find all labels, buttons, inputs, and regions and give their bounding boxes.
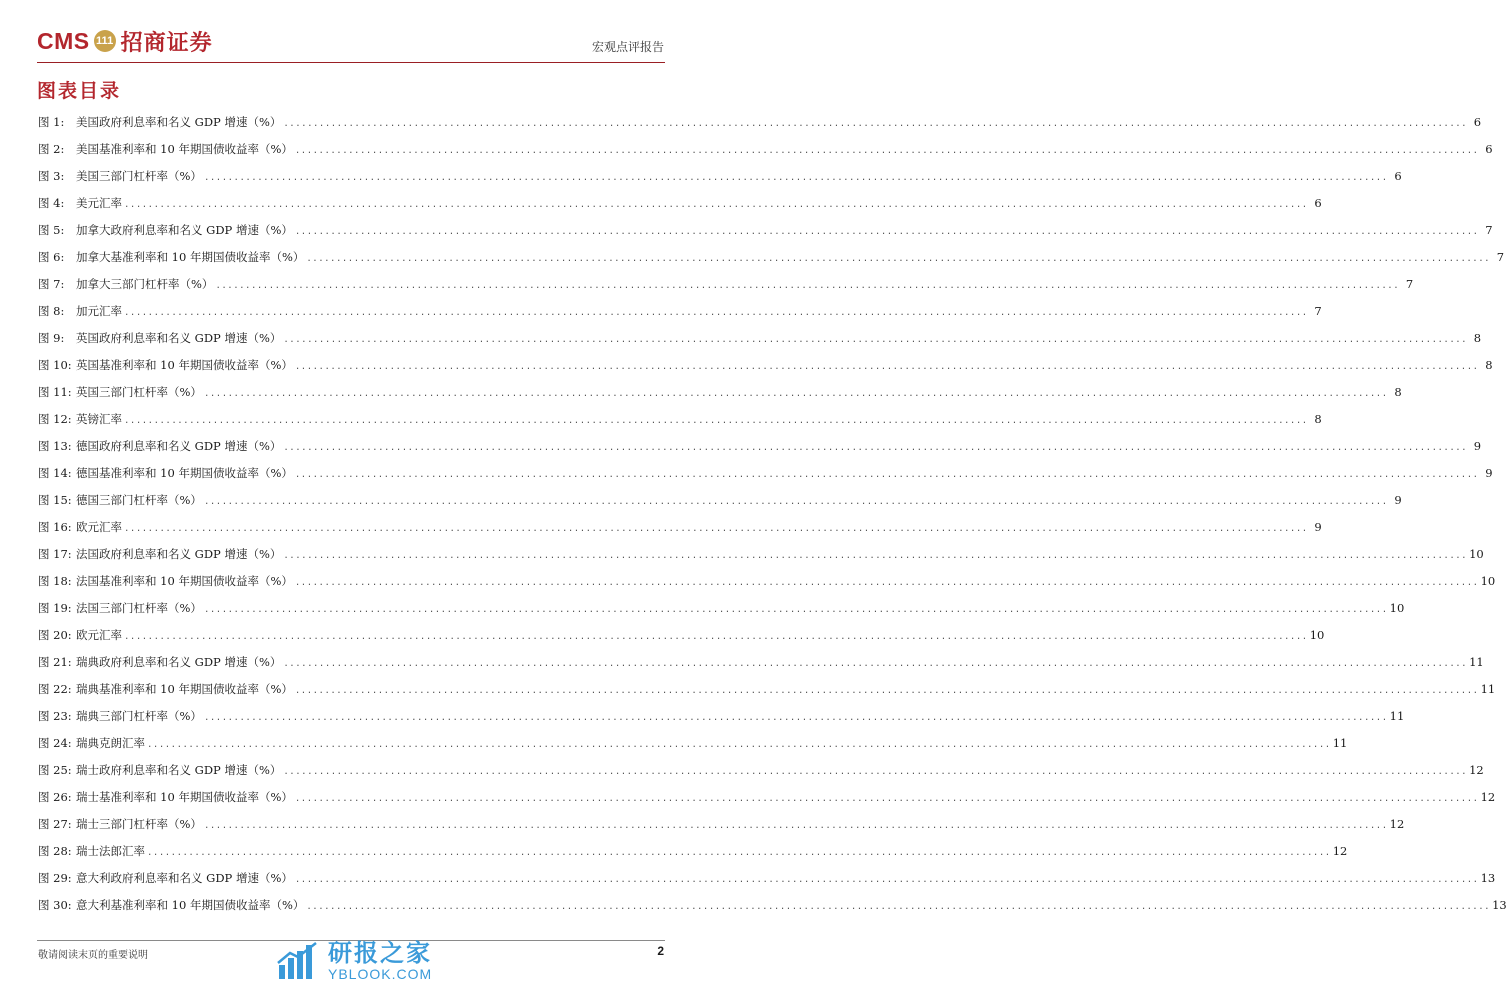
toc-item-label: 德国三部门杠杆率（%） [76,493,202,507]
toc-leader-dots: ........................................................................................................................................................................................................ [203,173,1388,183]
toc-item-number: 图 5: [38,223,65,237]
toc-item-number: 图 1: [38,115,65,129]
toc-item-label: 瑞士三部门杠杆率（%） [76,817,202,831]
toc-item-label: 瑞典三部门杠杆率（%） [76,709,202,723]
toc-item[interactable] [38,222,1493,249]
toc-item-label: 美国三部门杠杆率（%） [76,169,202,183]
toc-item[interactable] [38,762,1484,789]
toc-item-page: 7 [1314,304,1322,318]
document-type: 宏观点评报告 [591,40,664,54]
toc-item-label: 法国政府利息率和名义 GDP 增速（%） [76,547,282,561]
toc-item-label: 英国三部门杠杆率（%） [76,385,202,399]
toc-item-page: 12 [1480,790,1496,804]
toc-item[interactable] [38,681,1496,708]
toc-item[interactable] [38,600,1405,627]
toc-item-label: 英国基准利率和 10 年期国债收益率（%） [76,358,293,372]
toc-item[interactable] [38,519,1322,546]
toc-item-page: 7 [1485,223,1493,237]
toc-item-page: 7 [1496,250,1505,264]
toc-item-number: 图 7: [38,277,65,291]
toc-leader-dots: ........................................................................................................................................................................................................ [294,227,1479,237]
toc-leader-dots: ........................................................................................................................................................................................................ [294,362,1479,372]
toc-item[interactable] [38,735,1348,762]
toc-item-label: 瑞典政府利息率和名义 GDP 增速（%） [76,655,282,669]
toc-item-page: 12 [1332,844,1348,858]
toc-item-page: 6 [1473,115,1482,129]
toc-leader-dots: ........................................................................................................................................................................................................ [306,254,1491,264]
watermark-text: 研报之家 [328,939,432,967]
logo-company-name: 招商证券 [120,30,213,56]
toc-item-label: 美国基准利率和 10 年期国债收益率（%） [76,142,293,156]
toc-leader-dots: ........................................................................................................................................................................................................ [124,200,1308,210]
toc-item[interactable] [38,492,1402,519]
toc-leader-dots: ........................................................................................................................................................................................................ [294,794,1479,804]
toc-item-page: 9 [1485,466,1493,480]
logo-cms-text: CMS [37,27,90,54]
toc-item-page: 8 [1473,331,1482,345]
toc-item-number: 图 18: [38,574,72,588]
toc-item-number: 图 27: [38,817,72,831]
toc-leader-dots: ........................................................................................................................................................................................................ [283,443,1468,453]
toc-item-page: 12 [1469,763,1484,777]
toc-item-number: 图 14: [38,466,72,480]
toc-item-label: 美国政府利息率和名义 GDP 增速（%） [76,115,282,129]
toc-item[interactable] [38,465,1493,492]
toc-item[interactable] [38,654,1484,681]
toc-item-page: 11 [1389,709,1405,723]
toc-item-page: 6 [1394,169,1402,183]
toc-item-label: 瑞典基准利率和 10 年期国债收益率（%） [76,682,293,696]
toc-item[interactable] [38,627,1325,654]
toc-item-page: 10 [1480,574,1496,588]
toc-item-label: 瑞士法郎汇率 [76,844,145,858]
header-divider [37,62,665,63]
toc-item-number: 图 17: [38,547,72,561]
toc-item-number: 图 23: [38,709,72,723]
toc-item[interactable] [38,249,1505,276]
toc-item-label: 瑞士基准利率和 10 年期国债收益率（%） [76,790,293,804]
toc-item-label: 加元汇率 [76,304,122,318]
toc-item-page: 11 [1480,682,1496,696]
toc-item-label: 瑞士政府利息率和名义 GDP 增速（%） [76,763,282,777]
toc-item-page: 9 [1473,439,1482,453]
watermark [276,940,432,982]
toc-item[interactable] [38,546,1484,573]
toc-item[interactable] [38,141,1493,168]
toc-item-number: 图 12: [38,412,72,426]
toc-leader-dots: ........................................................................................................................................................................................................ [294,686,1479,696]
toc-item-label: 法国三部门杠杆率（%） [76,601,202,615]
toc-leader-dots: ........................................................................................................................................................................................................ [203,821,1388,831]
toc-item[interactable] [38,789,1496,816]
toc-item-page: 6 [1485,142,1493,156]
toc-leader-dots: ........................................................................................................................................................................................................ [283,767,1468,777]
toc-item[interactable] [38,438,1482,465]
toc-item-page: 13 [1480,871,1496,885]
toc-leader-dots: ........................................................................................................................................................................................................ [294,470,1479,480]
toc-item-label: 美元汇率 [76,196,122,210]
toc-item[interactable] [38,330,1482,357]
logo-badge-icon: 111 [94,30,116,52]
page-header [0,0,702,70]
toc-item-number: 图 8: [38,304,65,318]
toc-item-page: 11 [1332,736,1348,750]
toc-leader-dots: ........................................................................................................................................................................................................ [294,146,1479,156]
toc-item-number: 图 9: [38,331,65,345]
toc-leader-dots: ........................................................................................................................................................................................................ [294,875,1479,885]
page-number: 2 [657,944,664,958]
toc-item-number: 图 21: [38,655,72,669]
toc-title: 图表目录 [37,80,122,102]
toc-leader-dots: ........................................................................................................................................................................................................ [294,578,1479,588]
toc-leader-dots: ........................................................................................................................................................................................................ [203,713,1388,723]
toc-item[interactable] [38,870,1496,897]
toc-item-page: 7 [1405,277,1414,291]
toc-item-label: 意大利政府利息率和名义 GDP 增速（%） [76,871,293,885]
figure-list [38,114,1507,924]
toc-item[interactable] [38,708,1405,735]
toc-item-page: 8 [1394,385,1402,399]
toc-item-page: 9 [1394,493,1402,507]
toc-item-number: 图 29: [38,871,72,885]
toc-item-page: 6 [1314,196,1322,210]
toc-leader-dots: ........................................................................................................................................................................................................ [124,308,1308,318]
toc-item-label: 德国政府利息率和名义 GDP 增速（%） [76,439,282,453]
toc-item-page: 8 [1485,358,1493,372]
toc-leader-dots: ........................................................................................................................................................................................................ [283,551,1468,561]
toc-item-label: 瑞典克朗汇率 [76,736,145,750]
company-logo [37,26,213,56]
toc-leader-dots: ........................................................................................................................................................................................................ [306,902,1491,912]
toc-item[interactable] [38,114,1482,141]
toc-item[interactable] [38,357,1493,384]
toc-item-number: 图 10: [38,358,72,372]
toc-item-number: 图 26: [38,790,72,804]
toc-item-label: 英国政府利息率和名义 GDP 增速（%） [76,331,282,345]
toc-item[interactable] [38,303,1322,330]
toc-item-page: 11 [1469,655,1484,669]
toc-item[interactable] [38,168,1402,195]
toc-item-number: 图 15: [38,493,72,507]
toc-item-page: 10 [1389,601,1405,615]
toc-item-number: 图 4: [38,196,65,210]
toc-leader-dots: ........................................................................................................................................................................................................ [203,389,1388,399]
toc-item-number: 图 11: [38,385,72,399]
toc-item-label: 德国基准利率和 10 年期国债收益率（%） [76,466,293,480]
toc-leader-dots: ........................................................................................................................................................................................................ [283,119,1468,129]
toc-item-number: 图 16: [38,520,72,534]
toc-item-page: 13 [1492,898,1507,912]
toc-item-number: 图 30: [38,898,72,912]
toc-item-number: 图 24: [38,736,72,750]
toc-leader-dots: ........................................................................................................................................................................................................ [124,632,1308,642]
toc-item[interactable] [38,573,1496,600]
toc-item-label: 意大利基准利率和 10 年期国债收益率（%） [76,898,305,912]
toc-item-number: 图 28: [38,844,72,858]
toc-item-label: 英镑汇率 [76,412,122,426]
toc-item-page: 10 [1469,547,1484,561]
toc-item[interactable] [38,276,1414,303]
watermark-url: YBLOOK.COM [328,966,433,982]
toc-leader-dots: ........................................................................................................................................................................................................ [124,416,1308,426]
toc-item-number: 图 19: [38,601,72,615]
toc-item-page: 12 [1389,817,1405,831]
toc-item-label: 欧元汇率 [76,628,122,642]
toc-item-label: 欧元汇率 [76,520,122,534]
toc-item-label: 加拿大基准利率和 10 年期国债收益率（%） [76,250,305,264]
toc-item-page: 8 [1314,412,1322,426]
toc-item-number: 图 22: [38,682,72,696]
toc-leader-dots: ........................................................................................................................................................................................................ [147,848,1331,858]
toc-item[interactable] [38,411,1322,438]
toc-item[interactable] [38,384,1402,411]
toc-item-page: 9 [1314,520,1322,534]
toc-item-label: 加拿大政府利息率和名义 GDP 增速（%） [76,223,293,237]
toc-item-label: 法国基准利率和 10 年期国债收益率（%） [76,574,293,588]
toc-leader-dots: ........................................................................................................................................................................................................ [203,497,1388,507]
toc-item[interactable] [38,816,1405,843]
toc-item[interactable] [38,843,1348,870]
toc-item-label: 加拿大三部门杠杆率（%） [76,277,214,291]
toc-item[interactable] [38,897,1507,924]
toc-item-number: 图 3: [38,169,65,183]
toc-leader-dots: ........................................................................................................................................................................................................ [283,335,1468,345]
toc-item-number: 图 13: [38,439,72,453]
toc-item-number: 图 25: [38,763,72,777]
toc-leader-dots: ........................................................................................................................................................................................................ [147,740,1331,750]
toc-leader-dots: ........................................................................................................................................................................................................ [124,524,1308,534]
toc-item-number: 图 2: [38,142,65,156]
toc-leader-dots: ........................................................................................................................................................................................................ [283,659,1468,669]
toc-item-page: 10 [1309,628,1325,642]
footer-disclaimer: 敬请阅读末页的重要说明 [38,950,148,961]
toc-leader-dots: ........................................................................................................................................................................................................ [203,605,1388,615]
toc-item-number: 图 6: [38,250,65,264]
toc-item[interactable] [38,195,1322,222]
toc-item-number: 图 20: [38,628,72,642]
bar-chart-icon [276,941,322,981]
toc-leader-dots: ........................................................................................................................................................................................................ [215,281,1400,291]
